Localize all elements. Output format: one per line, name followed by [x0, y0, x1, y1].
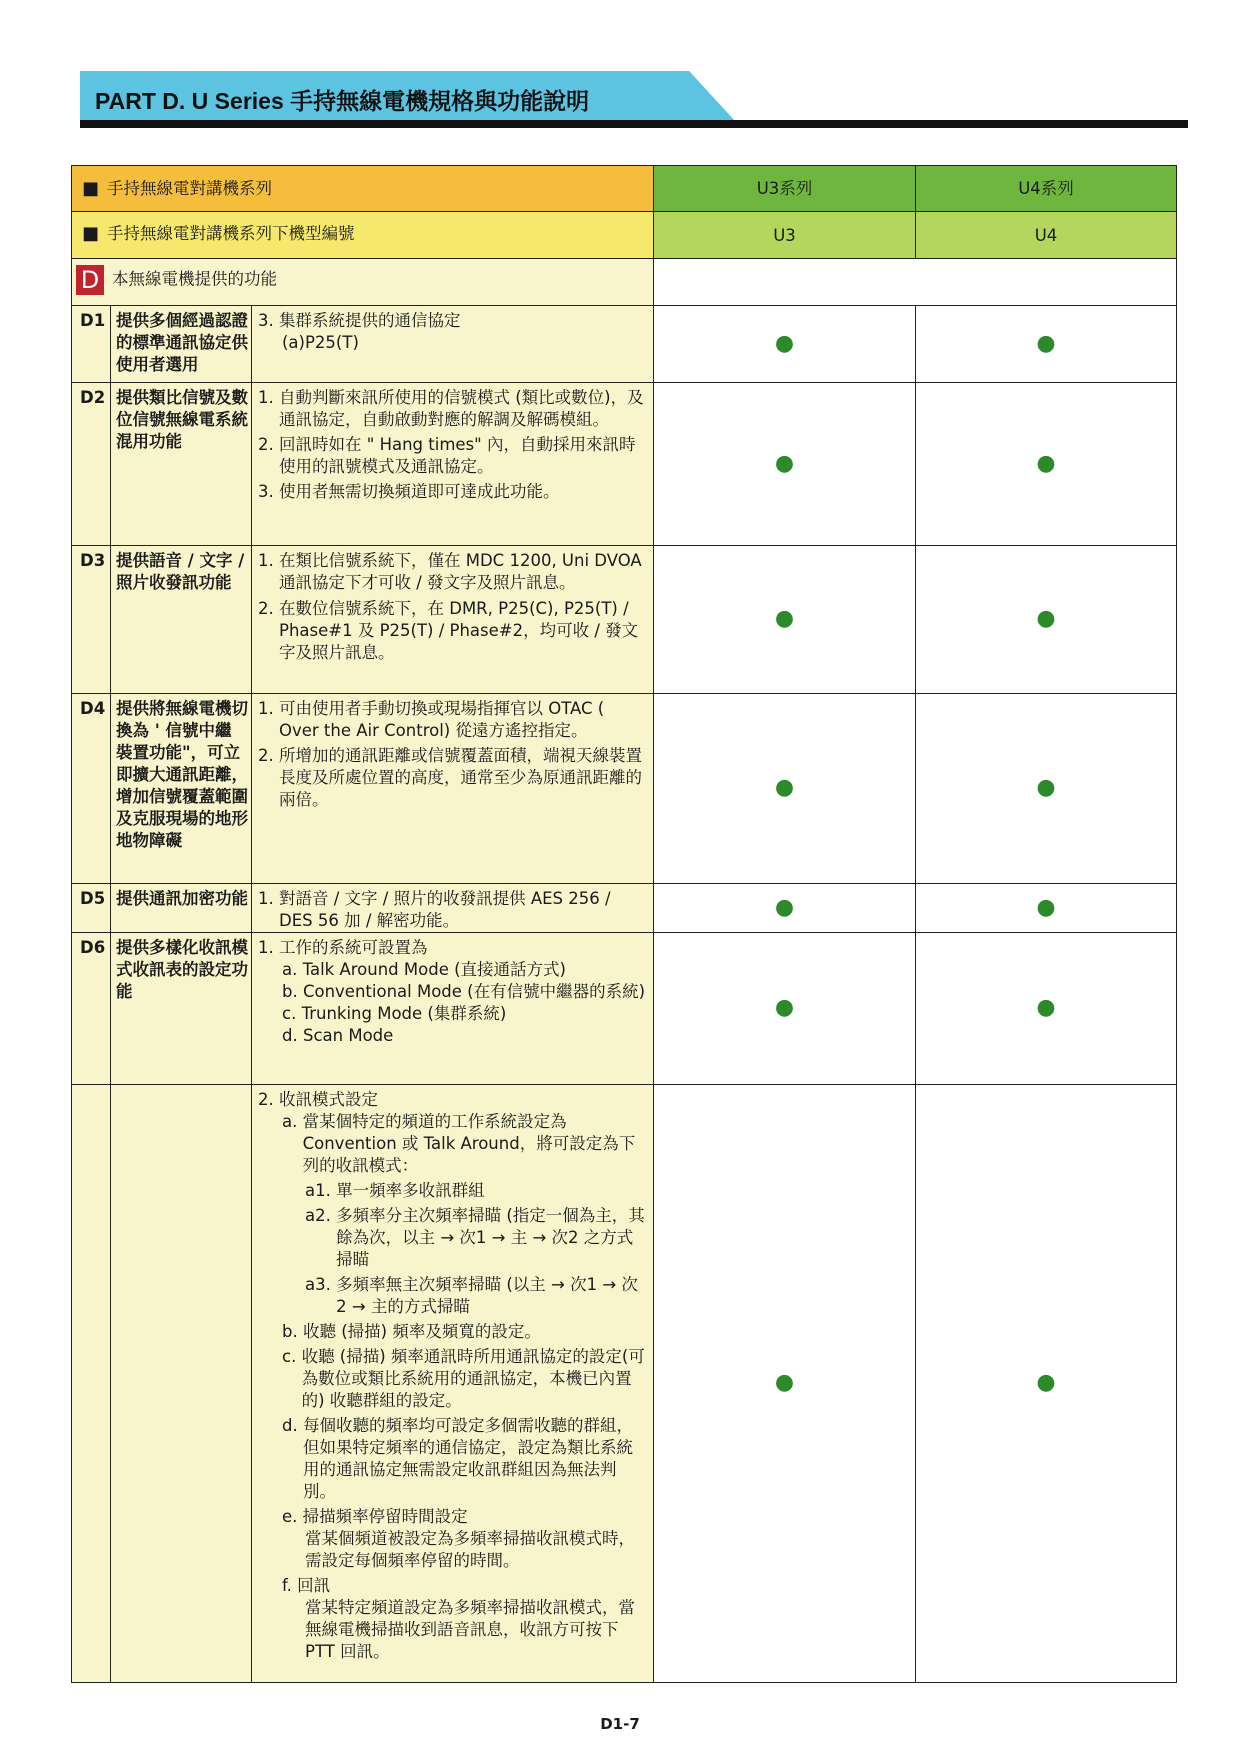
u3-mark	[654, 884, 916, 933]
row-code: D2	[72, 383, 111, 546]
u4-mark	[916, 306, 1177, 383]
row-description: 2. 收訊模式設定 a. 當某個特定的頻道的工作系統設定為 Convention 或 Talk Around，將可設定為下列的收訊模式： a1. 單一頻率多收訊群組 a2. 多頻率分主次頻率掃瞄 (指定一個為主，其餘為次，以主 → 次1 → 主 → 次2 之方式掃瞄 a3. 多頻率無主次頻率掃瞄 (以主 → 次1 → 次2 → 主的方式掃瞄 b. 收聽 (掃描) 頻率及頻寬的設定。 c. 收聽 (掃描) 頻率通訊時所用通訊協定的設定(可為數位或類比系統用的通訊協定，本機已內置的) 收聽群組的設定。 d. 每個收聽的頻率均可設定多個需收聽的群組，但如果特定頻率的通信協定，設定為類比系統用的通訊協定無需設定收訊群組因為無法判別。 e. 掃描頻率停留時間設定 當某個頻道被設定為多頻率掃描收訊模式時，需設定每個頻率停留的時間。 f. 回訊 當某特定頻道設定為多頻率掃描收訊模式，當無線電機掃描收到語音訊息，收訊方可按下 PTT 回訊。	[252, 1085, 654, 1683]
row-code: D6	[72, 933, 111, 1085]
dot-icon: ●	[774, 1370, 795, 1395]
dot-icon: ●	[1036, 995, 1056, 1020]
row-code: D1	[72, 306, 111, 383]
square-icon: ■	[82, 178, 100, 199]
model-u4: U4	[916, 212, 1177, 259]
dot-icon: ●	[774, 606, 795, 631]
row-code: D3	[72, 546, 111, 694]
dot-icon: ●	[774, 330, 795, 356]
u4-mark	[916, 694, 1177, 884]
spec-table	[71, 165, 1177, 1683]
dot-icon: ●	[774, 894, 795, 920]
row-function: 提供將無線電機切換為 ' 信號中繼裝置功能"，可立即擴大通訊距離，增加信號覆蓋範圍及克服現場的地形地物障礙	[111, 694, 252, 884]
u3-mark	[654, 1085, 916, 1683]
series-row	[72, 166, 1177, 212]
row-function: 提供語音 / 文字 / 照片收發訊功能	[111, 546, 252, 694]
page-title: PART D. U Series 手持無線電機規格與功能說明	[95, 88, 590, 114]
dot-icon: ●	[774, 450, 795, 476]
dot-icon: ●	[774, 775, 795, 800]
u4-mark	[916, 1085, 1177, 1683]
table-row	[72, 306, 1177, 383]
row-function: 提供類比信號及數位信號無線電系統混用功能	[111, 383, 252, 546]
u3-mark	[654, 933, 916, 1085]
table-row	[72, 1085, 1177, 1683]
row-function: 提供多樣化收訊模式收訊表的設定功能	[111, 933, 252, 1085]
model-row-label: ■ 手持無線電對講機系列下機型編號	[72, 212, 654, 259]
section-title: D 本無線電機提供的功能	[72, 259, 654, 306]
table-row	[72, 694, 1177, 884]
row-code-blank	[72, 1085, 111, 1683]
row-function-blank	[111, 1085, 252, 1683]
u3-mark	[654, 383, 916, 546]
u3-mark	[654, 546, 916, 694]
dot-icon: ●	[1036, 330, 1056, 356]
dot-icon: ●	[774, 995, 795, 1020]
header-rule	[80, 120, 1188, 128]
row-function: 提供多個經過認證的標準通訊協定供使用者選用	[111, 306, 252, 383]
u3-mark	[654, 306, 916, 383]
table-row	[72, 884, 1177, 933]
u3-mark	[654, 694, 916, 884]
u4-mark	[916, 933, 1177, 1085]
row-code: D4	[72, 694, 111, 884]
model-u3: U3	[654, 212, 916, 259]
dot-icon: ●	[1036, 775, 1056, 800]
row-description: 3. 集群系統提供的通信協定 (a)P25(T)	[252, 306, 654, 383]
dot-icon: ●	[1036, 606, 1056, 631]
series-row-label: ■ 手持無線電對講機系列	[72, 166, 654, 212]
row-code: D5	[72, 884, 111, 933]
row-description: 1. 對語音 / 文字 / 照片的收發訊提供 AES 256 / DES 56 加 / 解密功能。	[252, 884, 654, 933]
section-blank	[654, 259, 1177, 306]
dot-icon: ●	[1036, 1370, 1056, 1395]
section-row	[72, 259, 1177, 306]
page-number: D1-7	[600, 1715, 640, 1733]
u4-mark	[916, 884, 1177, 933]
table-row	[72, 383, 1177, 546]
model-row	[72, 212, 1177, 259]
table-row	[72, 546, 1177, 694]
u4-mark	[916, 383, 1177, 546]
row-description: 1. 在類比信號系統下，僅在 MDC 1200, Uni DVOA 通訊協定下才可收 / 發文字及照片訊息。 2. 在數位信號系統下，在 DMR, P25(C), P25(T) / Phase#1 及 P25(T) / Phase#2，均可收 / 發文字及照片訊息。	[252, 546, 654, 694]
dot-icon: ●	[1036, 894, 1056, 920]
series-u3: U3系列	[654, 166, 916, 212]
series-u4: U4系列	[916, 166, 1177, 212]
u4-mark	[916, 546, 1177, 694]
row-description: 1. 自動判斷來訊所使用的信號模式 (類比或數位)，及通訊協定，自動啟動對應的解調及解碼模組。 2. 回訊時如在 " Hang times" 內，自動採用來訊時使用的訊號模式及通訊協定。 3. 使用者無需切換頻道即可達成此功能。	[252, 383, 654, 546]
section-badge: D	[76, 265, 104, 295]
row-function: 提供通訊加密功能	[111, 884, 252, 933]
square-icon: ■	[82, 223, 100, 244]
row-description: 1. 工作的系統可設置為 a. Talk Around Mode (直接通話方式) b. Conventional Mode (在有信號中繼器的系統) c. Trunking Mode (集群系統) d. Scan Mode	[252, 933, 654, 1085]
row-description: 1. 可由使用者手動切換或現場指揮官以 OTAC ( Over the Air Control) 從遠方遙控指定。 2. 所增加的通訊距離或信號覆蓋面積，端視天線裝置長度及所處位置的高度，通常至少為原通訊距離的兩倍。	[252, 694, 654, 884]
table-row	[72, 933, 1177, 1085]
dot-icon: ●	[1036, 450, 1056, 476]
